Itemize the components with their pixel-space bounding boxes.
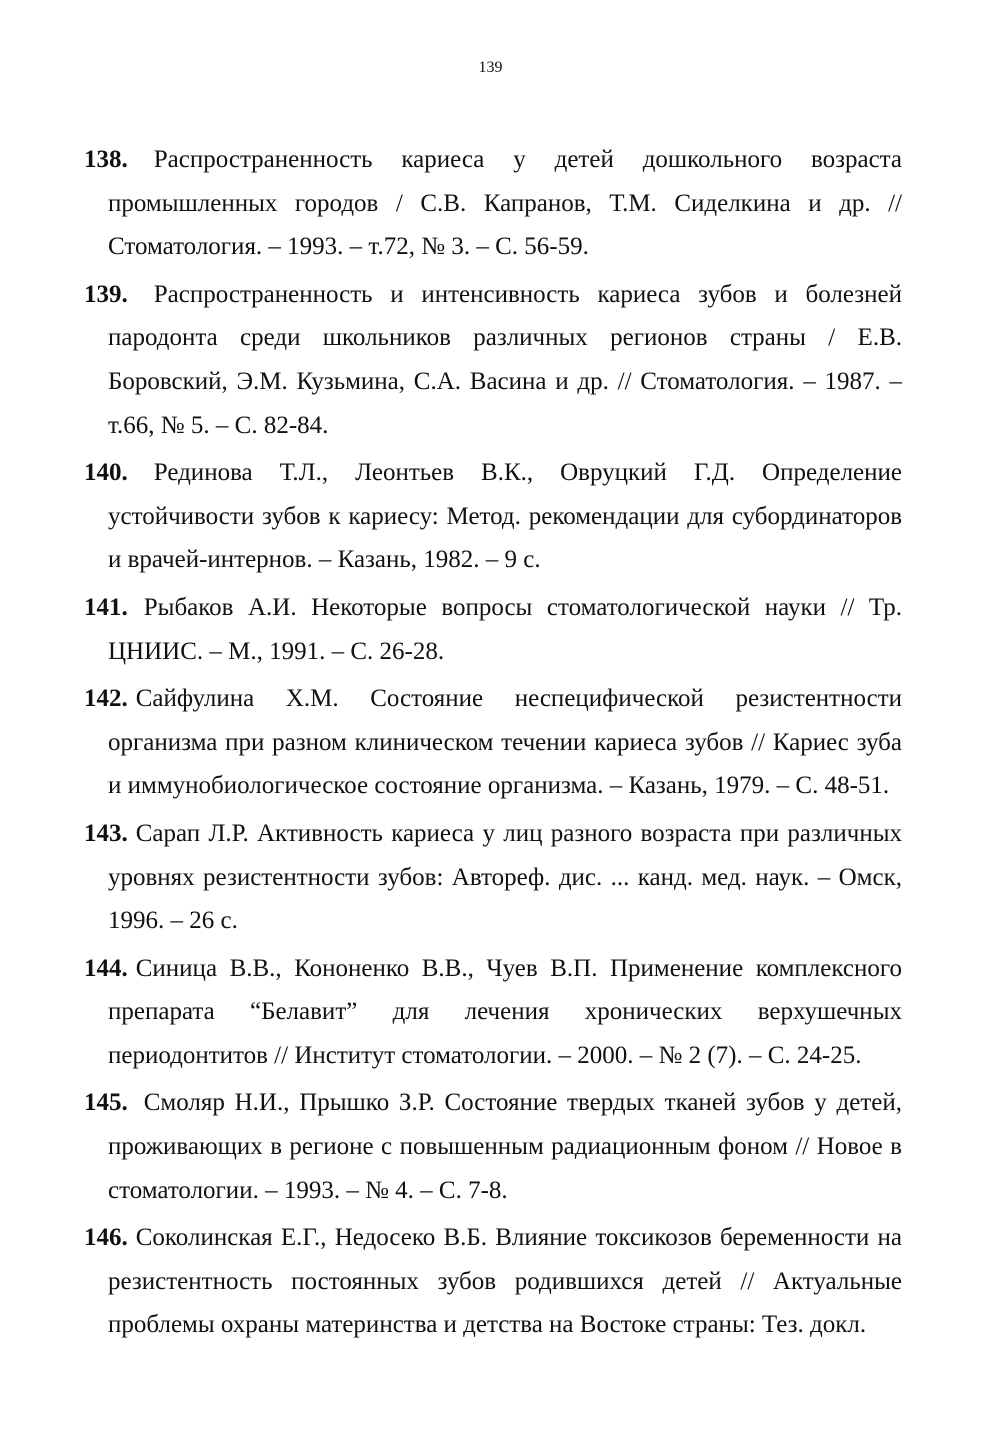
reference-item <box>84 451 902 582</box>
reference-text: Синица В.В., Кононенко В.В., Чуев В.П. Применение комплексного препарата “Белавит” для лечения хронических верхушечных периодонтитов // Институт стоматологии. – 2000. – № 2 (7). – С. 24-25. <box>108 954 902 1069</box>
reference-item <box>84 677 902 808</box>
reference-text: Сарап Л.Р. Активность кариеса у лиц разного возраста при различных уровнях резистентности зубов: Автореф. дис. ... канд. мед. наук. – Омск, 1996. – 26 с. <box>108 819 902 935</box>
reference-item <box>84 812 902 943</box>
reference-item <box>84 1081 902 1212</box>
reference-item <box>84 586 902 673</box>
reference-number: 144. <box>84 954 128 982</box>
reference-text: Рединова Т.Л., Леонтьев В.К., Овруцкий Г.Д. Определение устойчивости зубов к кариесу: Метод. рекомендации для субординаторов и врачей-интернов. – Казань, 1982. – 9 с. <box>108 459 902 574</box>
reference-number: 146. <box>84 1224 128 1252</box>
reference-text: Соколинская Е.Г., Недосеко В.Б. Влияние токсикозов беременности на резистентность постоянных зубов родившихся детей // Актуальные проблемы охраны материнства и детства на Востоке страны: Тез. докл. <box>108 1224 902 1339</box>
reference-text: Рыбаков А.И. Некоторые вопросы стоматологической науки // Тр. ЦНИИС. – М., 1991. – С. 26-28. <box>108 593 902 665</box>
reference-item <box>84 138 902 269</box>
reference-item <box>84 1216 902 1347</box>
reference-number: 140. <box>84 459 128 487</box>
reference-item <box>84 273 902 447</box>
reference-number: 145. <box>84 1089 128 1117</box>
reference-number: 139. <box>84 280 128 308</box>
reference-text: Распространенность и интенсивность кариеса зубов и болезней пародонта среди школьников различных регионов страны / Е.В. Боровский, Э.М. Кузьмина, С.А. Васина и др. // Стоматология. – 1987. – т.66, № 5. – С. 82-84. <box>108 280 902 439</box>
reference-text: Сайфулина Х.М. Состояние неспецифической резистентности организма при разном клиническом течении кариеса зубов // Кариес зуба и иммунобиологическое состояние организма. – Казань, 1979. – С. 48-51. <box>108 685 902 800</box>
reference-number: 141. <box>84 593 128 621</box>
reference-item <box>84 947 902 1078</box>
reference-number: 143. <box>84 819 128 847</box>
reference-number: 142. <box>84 685 128 713</box>
reference-text: Распространенность кариеса у детей дошкольного возраста промышленных городов / С.В. Капранов, Т.М. Сиделкина и др. // Стоматология. – 1993. – т.72, № 3. – С. 56-59. <box>108 146 902 261</box>
reference-number: 138. <box>84 146 128 173</box>
reference-list <box>84 138 902 1351</box>
page-number: 139 <box>478 59 503 76</box>
reference-text: Смоляр Н.И., Прышко З.Р. Состояние твердых тканей зубов у детей, проживающих в регионе с повышенным радиационным фоном // Новое в стоматологии. – 1993. – № 4. – С. 7-8. <box>108 1089 902 1204</box>
